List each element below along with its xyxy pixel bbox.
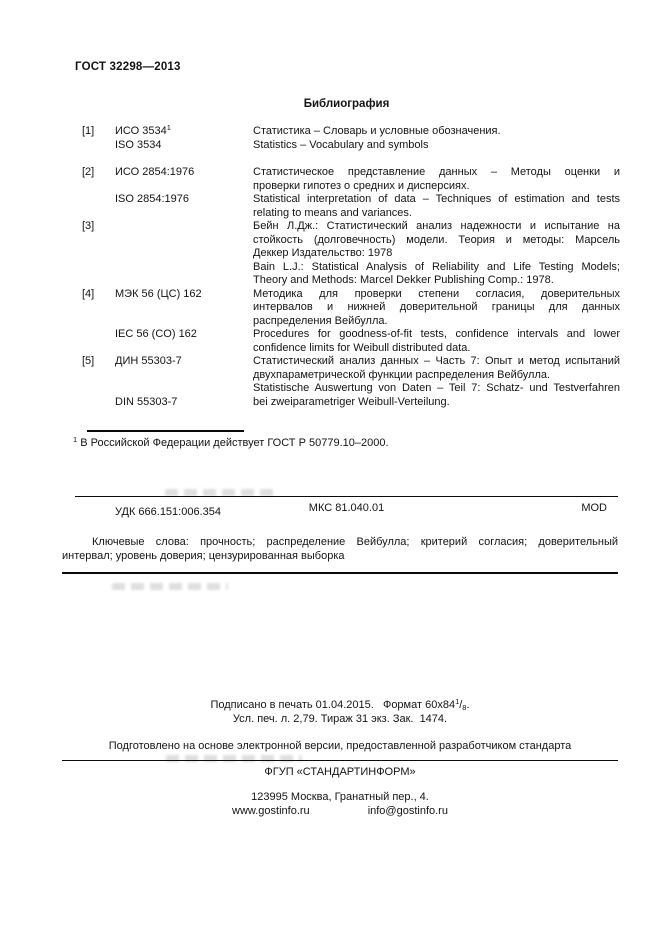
designation-latin: ISO 2854:1976 bbox=[115, 193, 190, 205]
bibliography-list bbox=[82, 125, 620, 409]
description-latin-line: Statistische Auswertung von Daten – Teil 7: Schatz- und Testverfahren bbox=[253, 382, 620, 394]
keywords-bottom-rule bbox=[62, 572, 618, 574]
udk-code: УДК 666.151:006.354 bbox=[115, 506, 221, 518]
ref-label: [1] bbox=[82, 125, 95, 137]
imprint-format-text: Подписано в печать 01.04.2015. Формат 60х84 bbox=[210, 699, 456, 711]
description-cell bbox=[253, 355, 620, 409]
format-fraction-slash: / bbox=[459, 699, 463, 711]
prepared-note: Подготовлено на основе электронной версии, предоставленной разработчиком стандарта bbox=[108, 740, 572, 752]
bibliography-entry-5 bbox=[82, 355, 620, 409]
footnote-marker: 1 bbox=[166, 123, 171, 132]
footnote-text bbox=[73, 437, 389, 451]
classification-top-rule bbox=[75, 496, 618, 497]
description-ru-line: Бейн Л.Дж.: Статистический анализ надежности и испытание на bbox=[253, 220, 620, 232]
designation-cell bbox=[115, 355, 253, 409]
description-latin-line: Theory and Methods: Marcel Dekker Publishing Comp.: 1978. bbox=[253, 274, 554, 286]
publisher-top-rule bbox=[62, 760, 618, 761]
footnote-body: В Российской Федерации действует ГОСТ Р 50779.10–2000. bbox=[77, 437, 389, 449]
description-cell bbox=[253, 166, 620, 220]
description-latin-line: relating to means and variances. bbox=[253, 206, 412, 219]
description-ru-line: Статистика – Словарь и условные обозначения. bbox=[253, 125, 501, 137]
doc-number: ГОСТ 32298—2013 bbox=[75, 61, 181, 73]
description-ru-line: проверки гипотез о средних и дисперсиях. bbox=[253, 179, 470, 192]
format-fraction-denominator: 8 bbox=[462, 703, 467, 712]
description-ru-line: Статистический анализ данных – Часть 7: Опыт и метод испытаний bbox=[253, 355, 620, 367]
page-title: Библиография bbox=[303, 98, 390, 110]
bibliography-entry-1 bbox=[82, 125, 620, 152]
ref-label: [2] bbox=[82, 166, 95, 178]
ref-label: [3] bbox=[82, 220, 95, 232]
designation-ru: ДИН 55303-7 bbox=[115, 355, 182, 367]
description-latin-line: confidence limits for Weibull distributed data. bbox=[253, 341, 471, 354]
description-latin-line: Procedures for goodness-of-fit tests, confidence intervals and lower bbox=[253, 328, 620, 340]
imprint-print-line bbox=[62, 699, 618, 713]
publisher-address: 123995 Москва, Гранатный пер., 4. bbox=[251, 791, 429, 803]
print-bleed-artifact bbox=[112, 583, 228, 590]
description-ru-line: Методика для проверки степени согласия, доверительных bbox=[253, 287, 620, 300]
designation-latin: IEC 56 (CO) 162 bbox=[115, 328, 197, 340]
bibliography-entry-3 bbox=[82, 220, 620, 288]
description-ru-line: распределения Вейбулла. bbox=[253, 314, 388, 327]
publisher-contacts bbox=[62, 805, 618, 819]
description-ru-line: Деккер Издательство: 1978 bbox=[253, 247, 393, 259]
designation-latin: DIN 55303-7 bbox=[115, 395, 178, 408]
imprint-line-end: . bbox=[466, 699, 470, 711]
designation-cell bbox=[115, 125, 253, 152]
website-text: www.gostinfo.ru bbox=[232, 805, 310, 817]
designation-cell bbox=[115, 166, 253, 207]
description-latin-line: Bain L.J.: Statistical Analysis of Reliability and Life Testing Models; bbox=[253, 260, 620, 273]
designation-ru-text: ИСО 3534 bbox=[115, 125, 167, 137]
designation-ru: МЭК 56 (ЦС) 162 bbox=[115, 287, 202, 300]
description-ru-line: Статистическое представление данных – Методы оценки и bbox=[253, 166, 620, 178]
print-bleed-artifact bbox=[165, 489, 277, 496]
bibliography-entry-4 bbox=[82, 288, 620, 356]
ref-label: [4] bbox=[82, 287, 95, 300]
bibliography-entry-2 bbox=[82, 166, 620, 220]
description-cell bbox=[253, 125, 620, 152]
description-cell bbox=[253, 288, 620, 356]
designation-cell bbox=[115, 288, 253, 342]
mks-code: МКС 81.040.01 bbox=[308, 502, 385, 514]
description-latin-line: bei zweiparametriger Weibull-Verteilung. bbox=[253, 395, 450, 408]
description-ru-line: стойкость (долговечность) модели. Теория и методы: Марсель bbox=[253, 233, 620, 246]
description-latin-line: Statistics – Vocabulary and symbols bbox=[253, 138, 429, 151]
description-ru-line: интервалов и нижней доверительной границы для данных bbox=[253, 301, 620, 313]
ref-label: [5] bbox=[82, 355, 95, 367]
keywords-paragraph bbox=[62, 536, 618, 563]
description-cell bbox=[253, 220, 620, 288]
designation-ru bbox=[115, 125, 253, 139]
keywords-line: интервал; уровень доверия; цензурированная выборка bbox=[62, 549, 345, 562]
footnote-separator-rule bbox=[87, 430, 244, 432]
email-text: info@gostinfo.ru bbox=[367, 805, 448, 817]
imprint-edition-line: Усл. печ. л. 2,79. Тираж 31 экз. Зак. 1474. bbox=[232, 713, 448, 725]
publisher-name: ФГУП «СТАНДАРТИНФОРМ» bbox=[264, 766, 416, 778]
description-ru-line: двухпараметрической функции распределения Вейбулла. bbox=[253, 368, 551, 381]
footnote-marker: 1 bbox=[73, 435, 78, 444]
keywords-line: Ключевые слова: прочность; распределение Вейбулла; критерий согласия; доверительный bbox=[92, 536, 618, 548]
format-fraction-numerator: 1 bbox=[455, 697, 460, 706]
designation-ru: ИСО 2854:1976 bbox=[115, 166, 195, 178]
description-latin-line: Statistical interpretation of data – Techniques of estimation and tests bbox=[253, 193, 620, 205]
mod-label: MOD bbox=[581, 502, 607, 514]
designation-latin: ISO 3534 bbox=[115, 138, 162, 151]
